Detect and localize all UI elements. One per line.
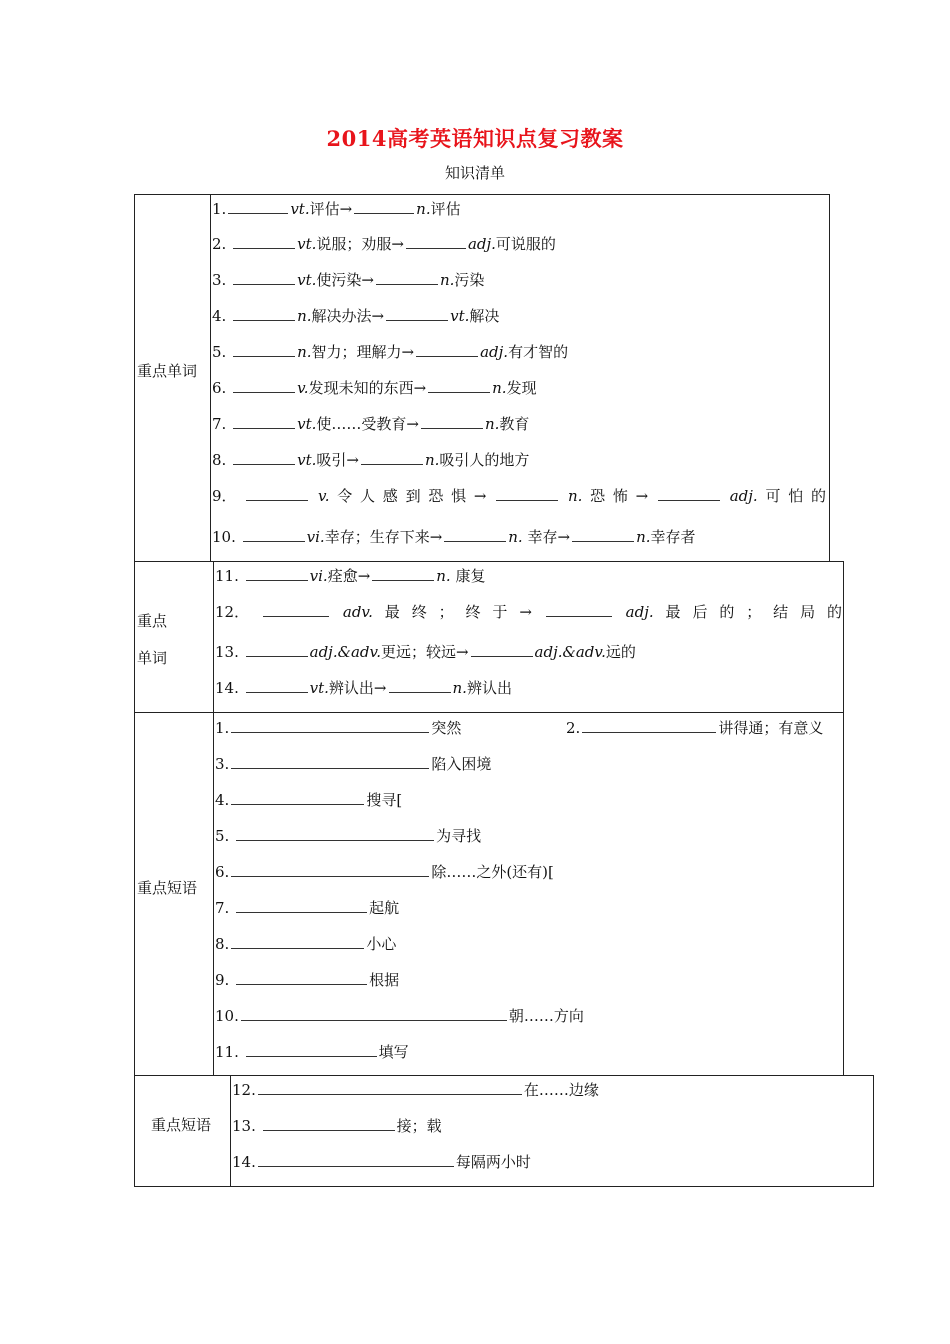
list-item: 4. n.解决办法→ vt.解决 — [212, 307, 500, 325]
list-item: 1. vt.评估→ n.评估 — [212, 200, 461, 218]
list-item: 13. 接；载 — [232, 1117, 442, 1135]
list-item: 5. 为寻找 — [215, 827, 482, 845]
list-item: 3. 陷入困境 — [215, 755, 492, 773]
section-label: 重点短语 — [137, 879, 198, 897]
list-item: 14. vt.辨认出→ n.辨认出 — [215, 679, 512, 697]
list-item: 1. 突然 — [215, 719, 462, 737]
section-label: 重点短语 — [151, 1116, 212, 1134]
list-item: 13. adj.&adv.更远；较远→ adj.&adv.远的 — [215, 643, 636, 661]
list-item: 11. vi.痊愈→ n. 康复 — [215, 567, 486, 585]
list-item: 8. vt.吸引→ n.吸引人的地方 — [212, 451, 530, 469]
list-item: 5. n.智力；理解力→ adj.有才智的 — [212, 343, 569, 361]
section-label: 重点 单词 — [137, 612, 168, 667]
list-item: 12． adv. 最 终 ； 终 于 → adj. 最 后 的 ； 结 局 的 — [215, 603, 842, 621]
list-item: 11. 填写 — [215, 1043, 409, 1061]
document-subtitle: 知识清单 — [444, 164, 505, 182]
document-title: 2014高考英语知识点复习教案 — [326, 126, 624, 151]
list-item: 9. 根据 — [215, 971, 400, 989]
list-item: 4. 搜寻[ — [215, 791, 403, 809]
list-item: 9． v. 令 人 感 到 恐 惧 → n. 恐 怖 → adj. 可 怕 的 — [212, 487, 826, 505]
section-key-phrases-1 — [134, 712, 844, 1076]
list-item: 12. 在……边缘 — [232, 1081, 599, 1099]
section-key-words-1 — [134, 194, 830, 562]
list-item: 8. 小心 — [215, 935, 397, 953]
list-item: 6. 除……之外(还有)[ — [215, 863, 554, 881]
list-item: 7. 起航 — [215, 899, 400, 917]
section-label: 重点单词 — [137, 362, 198, 380]
list-item: 3. vt.使污染→ n.污染 — [212, 271, 485, 289]
section-key-words-2 — [134, 561, 844, 713]
list-item: 10. vi.幸存；生存下来→ n. 幸存→ n.幸存者 — [212, 528, 696, 546]
list-item: 10. 朝……方向 — [215, 1007, 584, 1025]
list-item: 14. 每隔两小时 — [232, 1153, 531, 1171]
list-item: 2. vt.说服；劝服→ adj.可说服的 — [212, 235, 556, 253]
list-item: 2. 讲得通；有意义 — [566, 719, 824, 737]
list-item: 7. vt.使……受教育→ n.教育 — [212, 415, 530, 433]
section-key-phrases-2 — [134, 1075, 874, 1187]
list-item: 6. v.发现未知的东西→ n.发现 — [212, 379, 537, 397]
